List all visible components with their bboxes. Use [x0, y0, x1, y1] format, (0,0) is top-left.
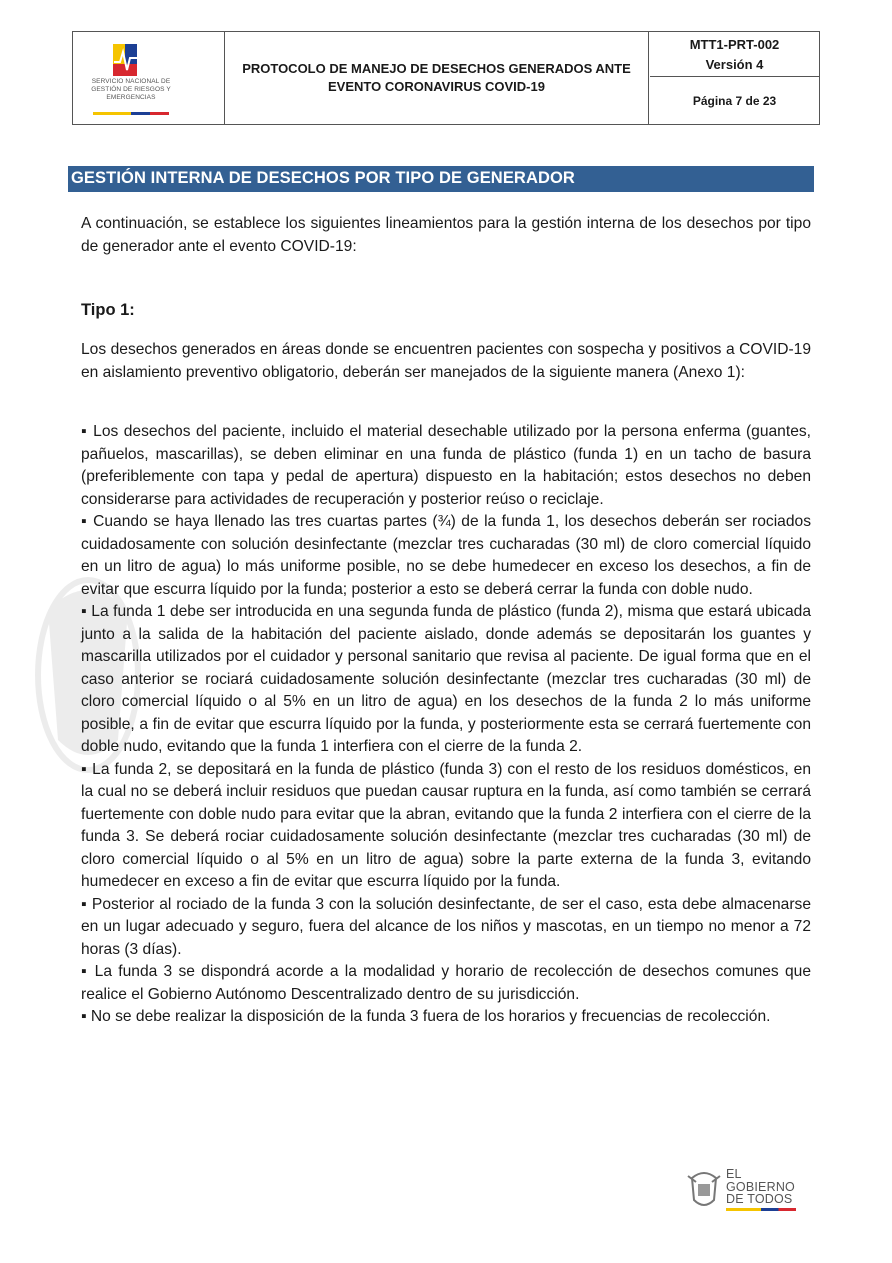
document-version: Versión 4 — [705, 57, 764, 72]
list-item: ▪ Posterior al rociado de la funda 3 con la solución desinfectante, de ser el caso, esta debe almacenarse en un lugar adecuado y seguro, fuera del alcance de los niños y mascotas, en un tiempo no menor a 72 horas (3 días). — [81, 895, 811, 958]
logo-caption: SERVICIO NACIONAL DE GESTIÓN DE RIESGOS Y EMERGENCIAS — [91, 78, 171, 101]
section-heading: GESTIÓN INTERNA DE DESECHOS POR TIPO DE GENERADOR — [68, 166, 814, 192]
coat-of-arms-icon — [686, 1170, 722, 1210]
subheading-tipo-1: Tipo 1: — [81, 301, 135, 319]
document-title: PROTOCOLO DE MANEJO DE DESECHOS GENERADOS ANTE EVENTO CORONAVIRUS COVID-19 — [225, 32, 649, 124]
tipo-1-paragraph: Los desechos generados en áreas donde se encuentren pacientes con sospecha y positivos a COVID-19 en aislamiento preventivo obligatorio, deberán ser manejados de la siguiente manera (Anexo 1): — [81, 341, 811, 381]
flag-stripe — [93, 112, 169, 115]
document-header — [72, 31, 820, 125]
page-number: Página 7 de 23 — [692, 94, 777, 108]
logo-wordmark — [726, 1168, 795, 1206]
list-item: ▪ La funda 2, se depositará en la funda de plástico (funda 3) con el resto de los residuos domésticos, en la cual no se deberá incluir residuos que puedan causar ruptura en la funda, así como también se cerrará fuertemente con doble nudo para evitar que la abran, evitando que la funda 2 interfiera con el cierre de la funda 3. Se deberá rociar cuidadosamente solución desinfectante (mezclar tres cucharadas (30 ml) de cloro comercial líquido o al 5% en un litro de agua) sobre la parte externa de la funda 3, evitando humedecer en exceso a fin de evitar que escurra líquido por la funda. — [81, 760, 811, 890]
snrgye-logo-icon — [111, 44, 141, 78]
logo-line-1: EL — [726, 1167, 742, 1181]
logo-line-3: DE TODOS — [726, 1192, 793, 1206]
bullet-list — [81, 421, 811, 1029]
list-item: ▪ La funda 3 se dispondrá acorde a la modalidad y horario de recolección de desechos comunes que realice el Gobierno Autónomo Descentralizado dentro de su jurisdicción. — [81, 963, 811, 1003]
document-code: MTT1-PRT-002 — [689, 37, 780, 52]
document-code-cell — [650, 32, 819, 77]
list-item: ▪ La funda 1 debe ser introducida en una segunda funda de plástico (funda 2), misma que estará ubicada junto a la salida de la habitación del paciente aislado, donde además se depositarán los guantes y mascarilla utilizados por el cuidador y personal sanitario que revisa al paciente. De igual forma que en el caso anterior se rociará cuidadosamente solución desinfectante (mezclar tres cucharadas (30 ml) de cloro comercial líquido o al 5% en un litro de agua) en los desechos de la funda 2 lo más uniforme posible, a fin de evitar que escurra líquido por la funda, y posteriormente esta se cerrará fuertemente con doble nudo, evitando que la funda 1 interfiera con el cierre de la funda 2. — [81, 603, 811, 755]
list-item: ▪ No se debe realizar la disposición de la funda 3 fuera de los horarios y frecuencias de recolección. — [81, 1008, 771, 1025]
list-item: ▪ Los desechos del paciente, incluido el material desechable utilizado por la persona enferma (guantes, pañuelos, mascarillas), se deben eliminar en una funda de plástico (funda 1) en un tacho de basura (preferiblemente con tapa y pedal de apertura) dispuesto en la habitación; estos desechos no deben considerarse para actividades de recuperación y posterior reúso o reciclaje. — [81, 423, 811, 508]
header-logo-cell — [73, 32, 225, 124]
logo-line-2: GOBIERNO — [726, 1179, 795, 1194]
list-item: ▪ Cuando se haya llenado las tres cuartas partes (¾) de la funda 1, los desechos deberán ser rociados cuidadosamente con solución desinfectante (mezclar tres cucharadas (30 ml) de cloro comercial líquido en un litro de agua) lo más uniforme posible, no se debe humedecer en exceso los desechos, a fin de evitar que escurra líquido por la funda; posterior a esto se deberá cerrar la funda con doble nudo. — [81, 513, 811, 598]
intro-paragraph: A continuación, se establece los siguientes lineamientos para la gestión interna de los desechos por tipo de generador ante el evento COVID-19: — [81, 215, 811, 255]
gobierno-de-todos-logo — [686, 1168, 806, 1218]
flag-stripe — [726, 1208, 796, 1211]
